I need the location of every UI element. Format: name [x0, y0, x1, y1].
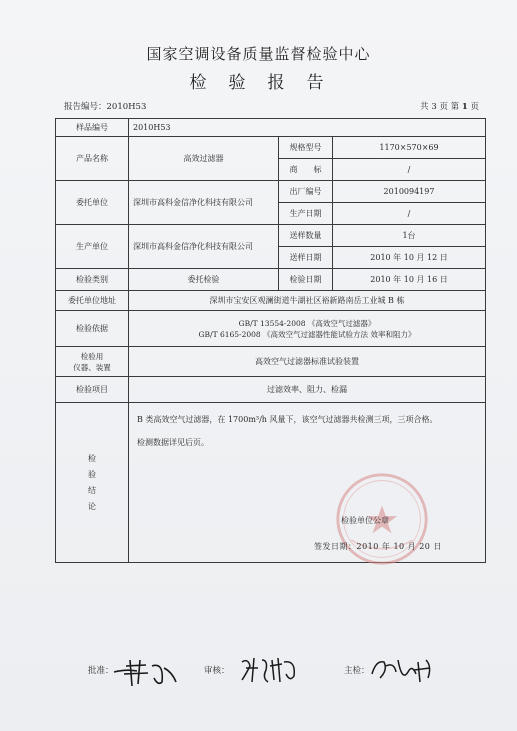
org-title: 国家空调设备质量监督检验中心: [146, 45, 371, 63]
signature-row: [0, 652, 517, 692]
sample-no-value: 2010H53: [129, 119, 486, 137]
conclusion-note: 检测数据详见后页。: [137, 438, 209, 447]
trademark-value: /: [333, 159, 486, 181]
producer-value: 深圳市高科金信净化科技有限公司: [129, 225, 279, 269]
product-name-value: 高效过滤器: [129, 137, 279, 181]
table-row: [56, 269, 486, 291]
client-addr-value: 深圳市宝安区观澜街道牛湖社区裕新路南岳工业城 B 栋: [129, 291, 486, 311]
product-name-label: 产品名称: [56, 137, 129, 181]
issue-date: 签发日期：2010 年 10 月 20 日: [314, 542, 442, 551]
spec-value: 1170×570×69: [333, 137, 486, 159]
table-row: [56, 119, 486, 137]
basis-label: 检验依据: [56, 311, 129, 347]
trademark-label: 商 标: [279, 159, 333, 181]
prod-date-value: /: [333, 203, 486, 225]
instr-value: 高效空气过滤器标准试验装置: [129, 347, 486, 377]
reviewer-signature-icon: [238, 652, 304, 686]
conclusion-cell: [129, 403, 486, 563]
test-type-label: 检验类别: [56, 269, 129, 291]
table-row: [56, 137, 486, 159]
client-addr-label: 委托单位地址: [56, 291, 129, 311]
approver-signature-icon: [112, 652, 182, 688]
test-type-value: 委托检验: [129, 269, 279, 291]
instr-label: 检验用 仪器、装置: [56, 347, 129, 377]
sample-no-label: 样品编号: [56, 119, 129, 137]
conclusion-text: B 类高效空气过滤器，在 1700m³/h 风量下，该空气过滤器共检测三项，三项合格。: [137, 415, 438, 424]
doc-title: 检验报告: [189, 73, 346, 93]
basis-value: [129, 311, 486, 347]
conclusion-label: 检 验 结 论: [56, 403, 129, 563]
spec-label: 规格型号: [279, 137, 333, 159]
producer-label: 生产单位: [56, 225, 129, 269]
factory-no-label: 出厂编号: [279, 181, 333, 203]
org-sign-text: 检验单位公章: [341, 516, 389, 525]
report-number: 报告编号：2010H53: [64, 102, 147, 112]
test-date-value: 2010 年 10 月 16 日: [333, 269, 486, 291]
table-row: [56, 347, 486, 377]
reviewer-label: 审核：: [204, 666, 230, 676]
test-date-label: 检验日期: [279, 269, 333, 291]
page-counter: 共 3 页 第 1 页: [420, 102, 479, 112]
approver-label: 批准：: [88, 666, 114, 676]
report-table: [55, 118, 486, 563]
client-value: 深圳市高科金信净化科技有限公司: [129, 181, 279, 225]
factory-no-value: 2010094197: [333, 181, 486, 203]
prod-date-label: 生产日期: [279, 203, 333, 225]
basis-standard-1: GB/T 13554-2008 《高效空气过滤器》: [238, 318, 376, 328]
lead-label: 主检：: [344, 666, 370, 676]
send-date-label: 送样日期: [279, 247, 333, 269]
basis-standard-2: GB/T 6165-2008 《高效空气过滤器性能试验方法 效率和阻力》: [198, 329, 416, 339]
qty-label: 送样数量: [279, 225, 333, 247]
table-row: [56, 311, 486, 347]
table-row: [56, 403, 486, 563]
qty-value: 1台: [333, 225, 486, 247]
lead-signature-icon: [368, 652, 438, 686]
table-row: [56, 377, 486, 403]
send-date-value: 2010 年 10 月 12 日: [333, 247, 486, 269]
items-label: 检验项目: [56, 377, 129, 403]
items-value: 过滤效率、阻力、检漏: [129, 377, 486, 403]
table-row: [56, 181, 486, 203]
table-row: [56, 225, 486, 247]
table-row: [56, 291, 486, 311]
client-label: 委托单位: [56, 181, 129, 225]
